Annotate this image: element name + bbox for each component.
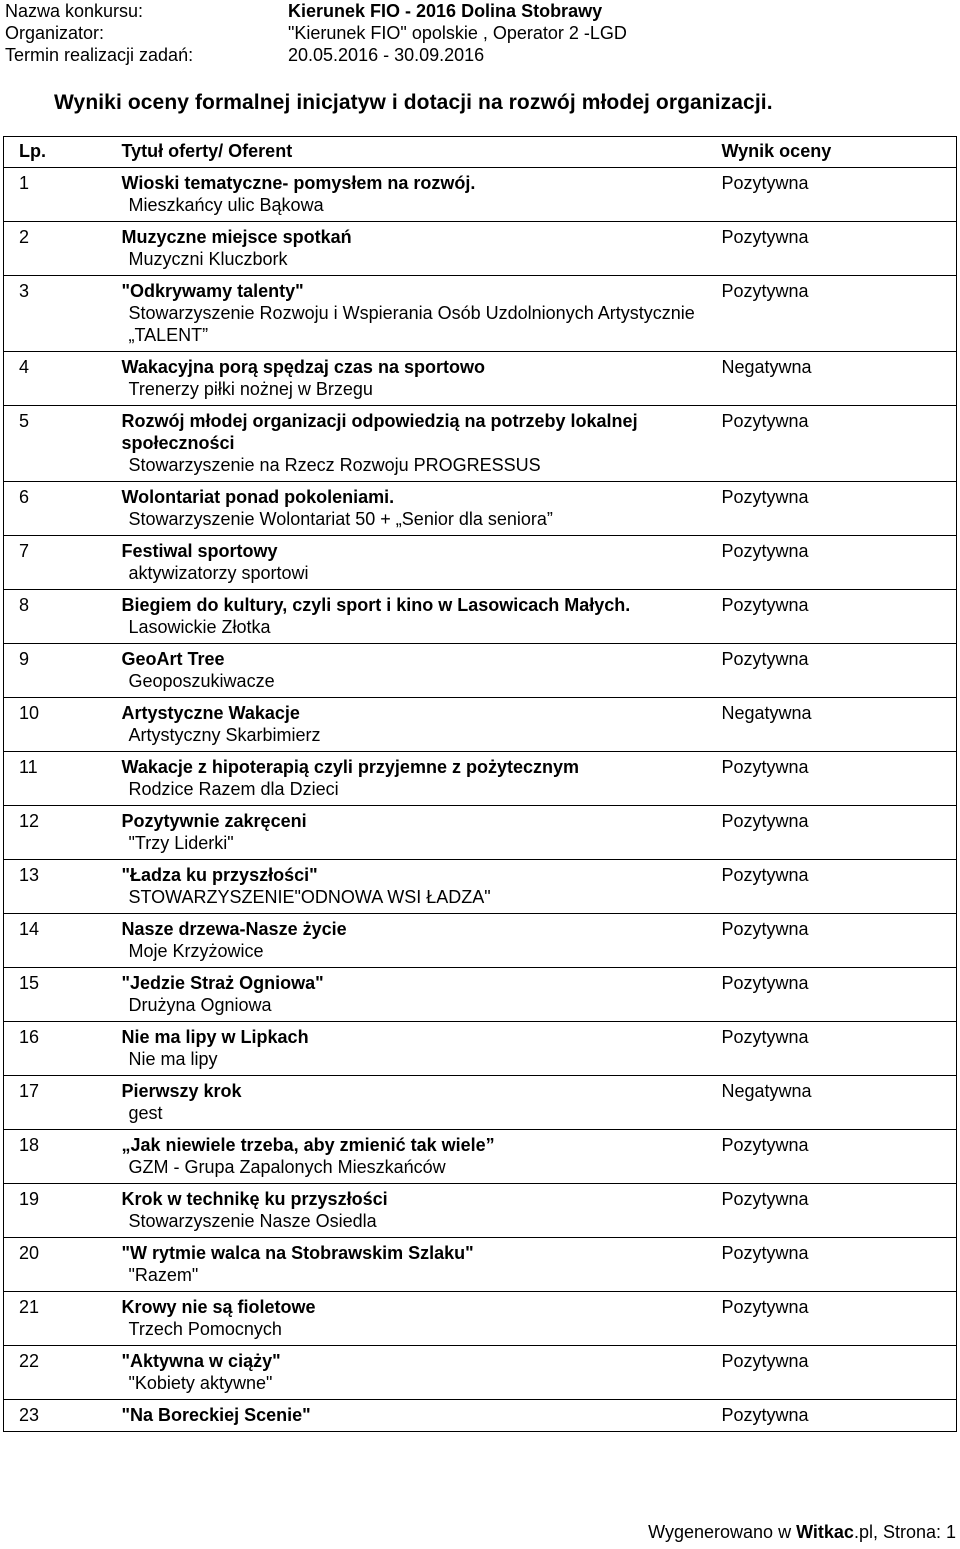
results-table bbox=[3, 136, 957, 1432]
offer-organization: Trenerzy piłki nożnej w Brzegu bbox=[128, 379, 373, 399]
table-row bbox=[4, 276, 957, 352]
meta-row-competition bbox=[5, 0, 627, 22]
row-title-cell bbox=[108, 482, 696, 536]
table-row bbox=[4, 222, 957, 276]
offer-organization: Moje Krzyżowice bbox=[128, 941, 264, 961]
table-row bbox=[4, 806, 957, 860]
offer-organization: Lasowickie Złotka bbox=[128, 617, 271, 637]
table-row bbox=[4, 1346, 957, 1400]
row-lp: 15 bbox=[4, 968, 108, 1022]
offer-organization: Stowarzyszenie na Rzecz Rozwoju PROGRESSUS bbox=[128, 455, 541, 475]
offer-title: Rozwój młodej organizacji odpowiedzią na potrzeby lokalnej społeczności bbox=[121, 411, 638, 453]
offer-title: Wioski tematyczne- pomysłem na rozwój. bbox=[121, 173, 476, 193]
offer-organization: "Trzy Liderki" bbox=[128, 833, 234, 853]
offer-title: Pozytywnie zakręceni bbox=[121, 811, 307, 831]
offer-title: "Aktywna w ciąży" bbox=[121, 1351, 281, 1371]
row-title-cell bbox=[108, 698, 696, 752]
row-result: Negatywna bbox=[696, 352, 957, 406]
offer-organization: "Razem" bbox=[128, 1265, 199, 1285]
offer-organization: Artystyczny Skarbimierz bbox=[128, 725, 321, 745]
row-title-cell bbox=[108, 168, 696, 222]
offer-title: Artystyczne Wakacje bbox=[121, 703, 300, 723]
footer-brand: Witkac bbox=[796, 1522, 854, 1542]
row-title-cell bbox=[108, 222, 696, 276]
row-title-cell bbox=[108, 590, 696, 644]
offer-organization: GZM - Grupa Zapalonych Mieszkańców bbox=[128, 1157, 446, 1177]
row-lp: 3 bbox=[4, 276, 108, 352]
row-title-cell bbox=[108, 536, 696, 590]
footer-prefix: Wygenerowano w bbox=[648, 1522, 797, 1542]
row-lp: 2 bbox=[4, 222, 108, 276]
row-title-cell bbox=[108, 968, 696, 1022]
row-lp: 11 bbox=[4, 752, 108, 806]
offer-title: "W rytmie walca na Stobrawskim Szlaku" bbox=[121, 1243, 474, 1263]
table-row bbox=[4, 1292, 957, 1346]
row-lp: 5 bbox=[4, 406, 108, 482]
document-meta bbox=[5, 0, 627, 66]
offer-organization: "Kobiety aktywne" bbox=[128, 1373, 273, 1393]
meta-value: 20.05.2016 - 30.09.2016 bbox=[288, 45, 485, 65]
offer-organization: Drużyna Ogniowa bbox=[128, 995, 272, 1015]
row-result: Pozytywna bbox=[696, 752, 957, 806]
row-title-cell bbox=[108, 1022, 696, 1076]
offer-organization: Trzech Pomocnych bbox=[128, 1319, 282, 1339]
row-title-cell bbox=[108, 1292, 696, 1346]
table-row bbox=[4, 860, 957, 914]
row-lp: 20 bbox=[4, 1238, 108, 1292]
offer-title: Biegiem do kultury, czyli sport i kino w Lasowicach Małych. bbox=[121, 595, 631, 615]
table-row bbox=[4, 1184, 957, 1238]
offer-title: Wakacje z hipoterapią czyli przyjemne z pożytecznym bbox=[121, 757, 579, 777]
offer-organization: gest bbox=[128, 1103, 163, 1123]
row-title-cell bbox=[108, 1184, 696, 1238]
offer-title: Muzyczne miejsce spotkań bbox=[121, 227, 352, 247]
meta-label: Termin realizacji zadań: bbox=[5, 45, 194, 65]
row-result: Negatywna bbox=[696, 1076, 957, 1130]
row-result: Pozytywna bbox=[696, 968, 957, 1022]
meta-row-organizer bbox=[5, 22, 627, 44]
offer-organization: Rodzice Razem dla Dzieci bbox=[128, 779, 339, 799]
row-lp: 23 bbox=[4, 1400, 108, 1432]
row-lp: 18 bbox=[4, 1130, 108, 1184]
row-title-cell bbox=[108, 1076, 696, 1130]
row-title-cell bbox=[108, 806, 696, 860]
table-row bbox=[4, 914, 957, 968]
offer-title: „Jak niewiele trzeba, aby zmienić tak wiele” bbox=[121, 1135, 495, 1155]
row-result: Pozytywna bbox=[696, 1130, 957, 1184]
offer-title: GeoArt Tree bbox=[121, 649, 225, 669]
table-row bbox=[4, 1076, 957, 1130]
row-result: Pozytywna bbox=[696, 1184, 957, 1238]
row-lp: 6 bbox=[4, 482, 108, 536]
meta-label: Nazwa konkursu: bbox=[5, 1, 144, 21]
offer-title: "Ładza ku przyszłości" bbox=[121, 865, 318, 885]
row-lp: 1 bbox=[4, 168, 108, 222]
row-title-cell bbox=[108, 1238, 696, 1292]
table-row bbox=[4, 352, 957, 406]
row-result: Pozytywna bbox=[696, 806, 957, 860]
offer-title: Nasze drzewa-Nasze życie bbox=[121, 919, 347, 939]
row-lp: 8 bbox=[4, 590, 108, 644]
offer-organization: Stowarzyszenie Rozwoju i Wspierania Osób Uzdolnionych Artystycznie „TALENT” bbox=[128, 303, 695, 345]
offer-organization: Geoposzukiwacze bbox=[128, 671, 275, 691]
row-result: Pozytywna bbox=[696, 276, 957, 352]
row-title-cell bbox=[108, 406, 696, 482]
meta-label: Organizator: bbox=[5, 23, 105, 43]
table-row bbox=[4, 482, 957, 536]
header-result: Wynik oceny bbox=[696, 137, 957, 168]
row-result: Pozytywna bbox=[696, 1022, 957, 1076]
offer-title: Wakacyjna porą spędzaj czas na sportowo bbox=[121, 357, 485, 377]
row-title-cell bbox=[108, 276, 696, 352]
row-result: Pozytywna bbox=[696, 1400, 957, 1432]
row-title-cell bbox=[108, 1346, 696, 1400]
row-title-cell bbox=[108, 352, 696, 406]
offer-organization: Muzyczni Kluczbork bbox=[128, 249, 288, 269]
row-lp: 4 bbox=[4, 352, 108, 406]
row-result: Pozytywna bbox=[696, 914, 957, 968]
row-lp: 13 bbox=[4, 860, 108, 914]
table-row bbox=[4, 698, 957, 752]
table-row bbox=[4, 1238, 957, 1292]
page-title: Wyniki oceny formalnej inicjatyw i dotacji na rozwój młodej organizacji. bbox=[54, 91, 773, 114]
row-title-cell bbox=[108, 914, 696, 968]
row-result: Pozytywna bbox=[696, 168, 957, 222]
row-lp: 21 bbox=[4, 1292, 108, 1346]
row-result: Pozytywna bbox=[696, 482, 957, 536]
offer-title: Festiwal sportowy bbox=[121, 541, 278, 561]
row-result: Pozytywna bbox=[696, 1346, 957, 1400]
meta-row-term bbox=[5, 44, 627, 66]
offer-organization: Nie ma lipy bbox=[128, 1049, 218, 1069]
row-title-cell bbox=[108, 1130, 696, 1184]
offer-title: "Na Boreckiej Scenie" bbox=[121, 1405, 311, 1425]
offer-title: Krowy nie są fioletowe bbox=[121, 1297, 316, 1317]
row-lp: 22 bbox=[4, 1346, 108, 1400]
row-title-cell bbox=[108, 752, 696, 806]
table-row bbox=[4, 590, 957, 644]
row-title-cell bbox=[108, 644, 696, 698]
offer-organization: Mieszkańcy ulic Bąkowa bbox=[128, 195, 324, 215]
row-lp: 19 bbox=[4, 1184, 108, 1238]
offer-organization: STOWARZYSZENIE"ODNOWA WSI ŁADZA" bbox=[128, 887, 491, 907]
offer-organization: Stowarzyszenie Wolontariat 50 + „Senior dla seniora” bbox=[128, 509, 553, 529]
meta-value: Kierunek FIO - 2016 Dolina Stobrawy bbox=[288, 1, 603, 21]
table-row bbox=[4, 168, 957, 222]
table-row bbox=[4, 1400, 957, 1432]
footer bbox=[648, 1522, 956, 1543]
table-row bbox=[4, 406, 957, 482]
offer-title: Krok w technikę ku przyszłości bbox=[121, 1189, 388, 1209]
offer-title: "Odkrywamy talenty" bbox=[121, 281, 304, 301]
row-title-cell bbox=[108, 1400, 696, 1432]
row-result: Pozytywna bbox=[696, 222, 957, 276]
meta-value: "Kierunek FIO" opolskie , Operator 2 -LGD bbox=[288, 23, 627, 43]
row-result: Pozytywna bbox=[696, 536, 957, 590]
offer-title: "Jedzie Straż Ogniowa" bbox=[121, 973, 324, 993]
table-row bbox=[4, 1022, 957, 1076]
table-row bbox=[4, 1130, 957, 1184]
table-row bbox=[4, 752, 957, 806]
offer-title: Nie ma lipy w Lipkach bbox=[121, 1027, 309, 1047]
table-row bbox=[4, 536, 957, 590]
row-result: Pozytywna bbox=[696, 644, 957, 698]
row-result: Pozytywna bbox=[696, 860, 957, 914]
row-result: Negatywna bbox=[696, 698, 957, 752]
offer-organization: Stowarzyszenie Nasze Osiedla bbox=[128, 1211, 377, 1231]
header-title: Tytuł oferty/ Oferent bbox=[108, 137, 696, 168]
row-lp: 14 bbox=[4, 914, 108, 968]
row-result: Pozytywna bbox=[696, 406, 957, 482]
row-lp: 10 bbox=[4, 698, 108, 752]
footer-suffix: .pl, Strona: 1 bbox=[853, 1522, 956, 1542]
offer-title: Pierwszy krok bbox=[121, 1081, 242, 1101]
row-lp: 16 bbox=[4, 1022, 108, 1076]
row-result: Pozytywna bbox=[696, 1238, 957, 1292]
offer-title: Wolontariat ponad pokoleniami. bbox=[121, 487, 395, 507]
row-lp: 17 bbox=[4, 1076, 108, 1130]
table-row bbox=[4, 644, 957, 698]
table-row bbox=[4, 968, 957, 1022]
row-lp: 12 bbox=[4, 806, 108, 860]
header-lp: Lp. bbox=[4, 137, 108, 168]
offer-organization: aktywizatorzy sportowi bbox=[128, 563, 309, 583]
row-lp: 9 bbox=[4, 644, 108, 698]
table-body bbox=[4, 168, 957, 1432]
table-header-row bbox=[4, 137, 957, 168]
row-result: Pozytywna bbox=[696, 1292, 957, 1346]
row-result: Pozytywna bbox=[696, 590, 957, 644]
row-title-cell bbox=[108, 860, 696, 914]
row-lp: 7 bbox=[4, 536, 108, 590]
